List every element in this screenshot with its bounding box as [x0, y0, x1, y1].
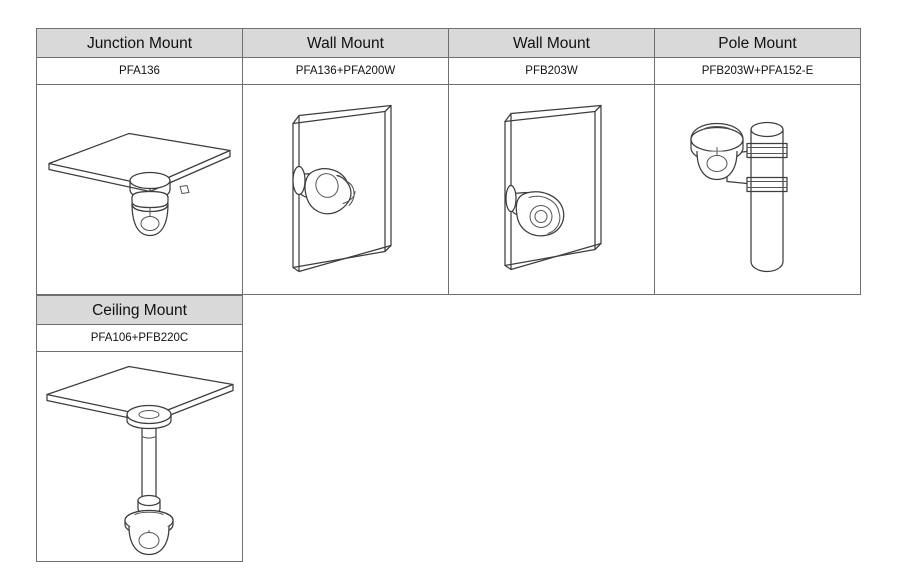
mount-option-ceiling — [36, 295, 243, 562]
mount-option-wall-pfa200w — [242, 28, 449, 295]
pole-mount-illustration — [654, 85, 861, 295]
wall-mount-pfa200w-illustration — [242, 85, 449, 295]
mount-title: Junction Mount — [36, 28, 243, 58]
mount-option-wall-pfb203w — [448, 28, 655, 295]
table-row — [36, 28, 866, 295]
wall-mount-pfb203w-illustration — [448, 85, 655, 295]
mount-model: PFA136 — [36, 58, 243, 85]
mount-model: PFB203W+PFA152-E — [654, 58, 861, 85]
mount-title: Wall Mount — [242, 28, 449, 58]
table-row — [36, 295, 866, 562]
mount-model: PFA106+PFB220C — [36, 325, 243, 352]
mount-option-junction — [36, 28, 243, 295]
ceiling-mount-illustration — [36, 352, 243, 562]
mount-title: Ceiling Mount — [36, 295, 243, 325]
mount-accessories-table — [36, 28, 866, 562]
mount-model: PFB203W — [448, 58, 655, 85]
junction-mount-illustration — [36, 85, 243, 295]
mount-option-pole — [654, 28, 861, 295]
mount-title: Wall Mount — [448, 28, 655, 58]
mount-title: Pole Mount — [654, 28, 861, 58]
mount-model: PFA136+PFA200W — [242, 58, 449, 85]
